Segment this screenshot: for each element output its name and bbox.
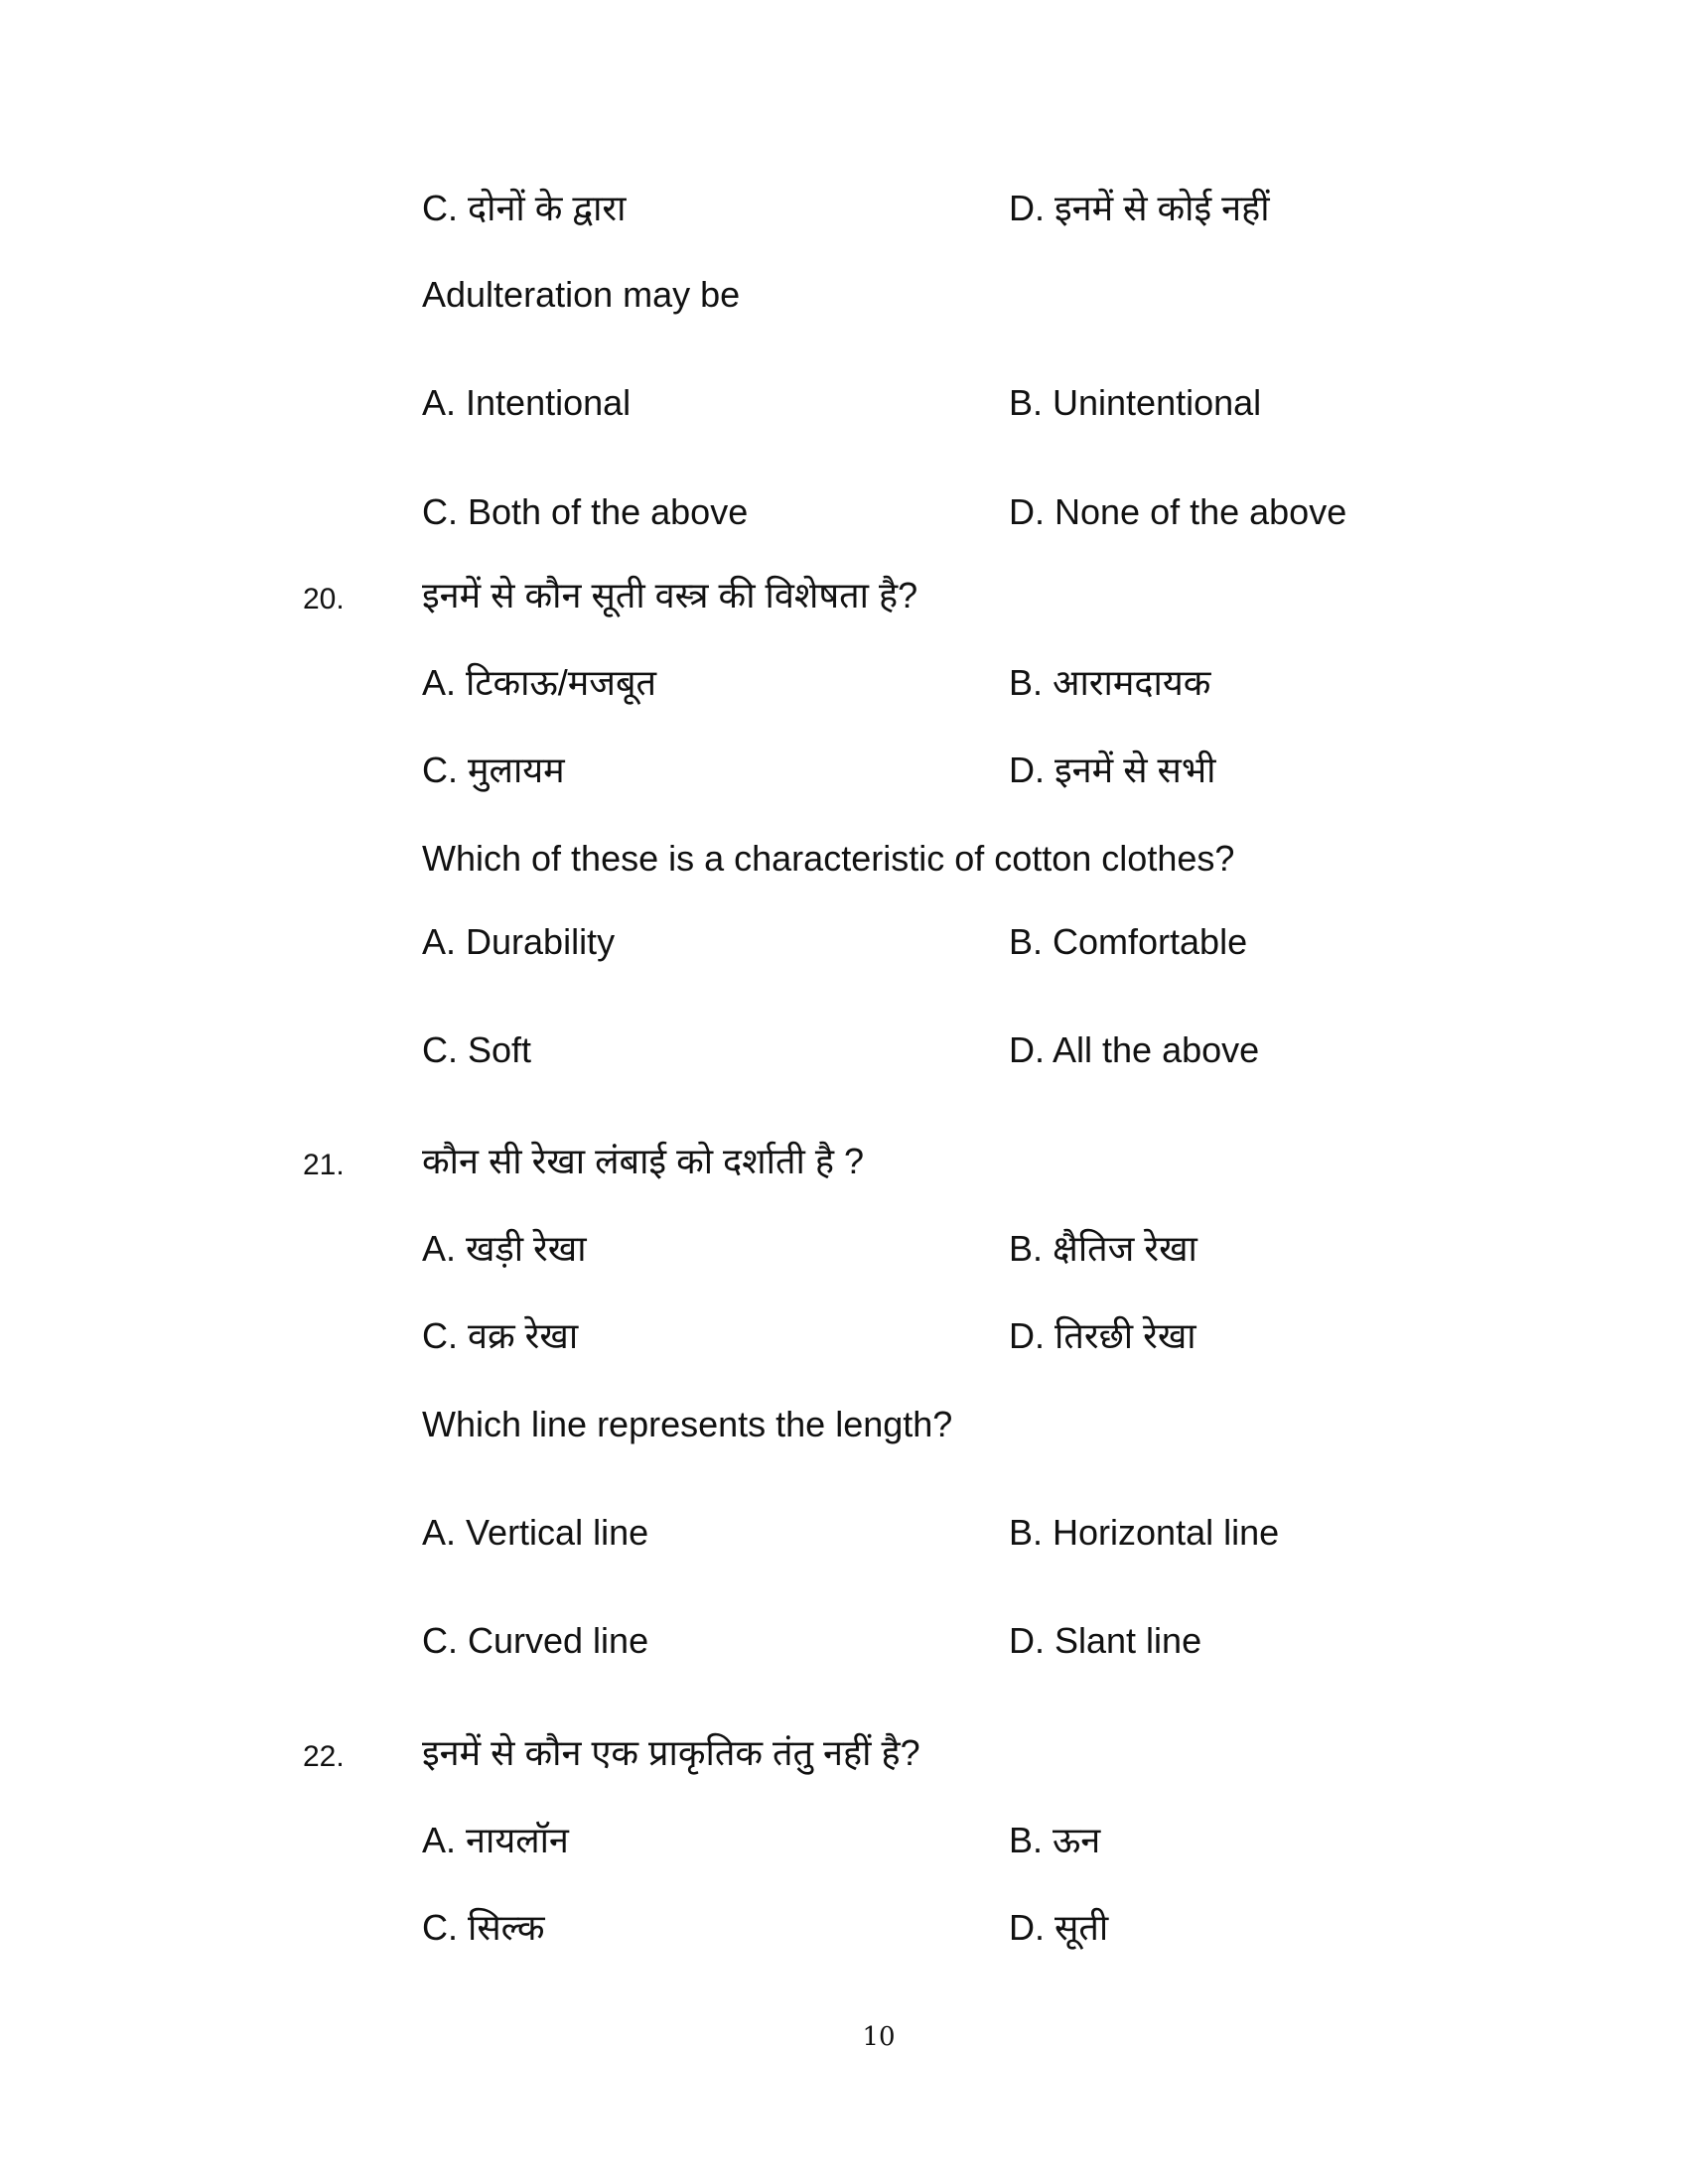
q22-option-d-hi: D. सूती [1009,1907,1109,1948]
option-d-hi: D. इनमें से कोई नहीं [1009,188,1270,228]
question-22-hi: इनमें से कौन एक प्राकृतिक तंतु नहीं है? [422,1732,920,1773]
question-21-number: 21. [303,1149,345,1181]
q20-option-c-en: C. Soft [422,1029,532,1070]
q19-option-a: A. Intentional [422,382,632,423]
q20-option-d-hi: D. इनमें से सभी [1009,750,1216,790]
q20-option-a-hi: A. टिकाऊ/मजबूत [422,662,657,703]
q22-option-a-hi: A. नायलॉन [422,1820,569,1860]
question-20-hi: इनमें से कौन सूती वस्त्र की विशेषता है? [422,575,918,615]
q21-option-d-en: D. Slant line [1009,1620,1202,1661]
q22-option-b-hi: B. ऊन [1009,1820,1101,1860]
q21-option-a-hi: A. खड़ी रेखा [422,1228,587,1269]
q20-option-c-hi: C. मुलायम [422,750,565,790]
question-19-en: Adulteration may be [422,274,741,315]
question-21-hi: कौन सी रेखा लंबाई को दर्शाती है ? [422,1141,864,1181]
q21-option-b-en: B. Horizontal line [1009,1512,1280,1553]
question-22-number: 22. [303,1740,345,1773]
q22-option-c-hi: C. सिल्क [422,1907,545,1948]
option-c-hi: C. दोनों के द्वारा [422,188,627,228]
page-number: 10 [862,2022,896,2052]
q19-option-c: C. Both of the above [422,491,749,532]
q19-option-d: D. None of the above [1009,491,1347,532]
q21-option-a-en: A. Vertical line [422,1512,649,1553]
q21-option-d-hi: D. तिरछी रेखा [1009,1315,1196,1356]
q20-option-b-hi: B. आरामदायक [1009,662,1211,703]
question-20-number: 20. [303,583,345,615]
question-21-en: Which line represents the length? [422,1404,953,1444]
q21-option-b-hi: B. क्षैतिज रेखा [1009,1228,1197,1269]
q20-option-d-en: D. All the above [1009,1029,1260,1070]
q20-option-b-en: B. Comfortable [1009,921,1248,962]
q19-option-b: B. Unintentional [1009,382,1262,423]
q21-option-c-en: C. Curved line [422,1620,649,1661]
q20-option-a-en: A. Durability [422,921,616,962]
question-20-en: Which of these is a characteristic of cotton clothes? [422,838,1235,879]
q21-option-c-hi: C. वक्र रेखा [422,1315,579,1356]
